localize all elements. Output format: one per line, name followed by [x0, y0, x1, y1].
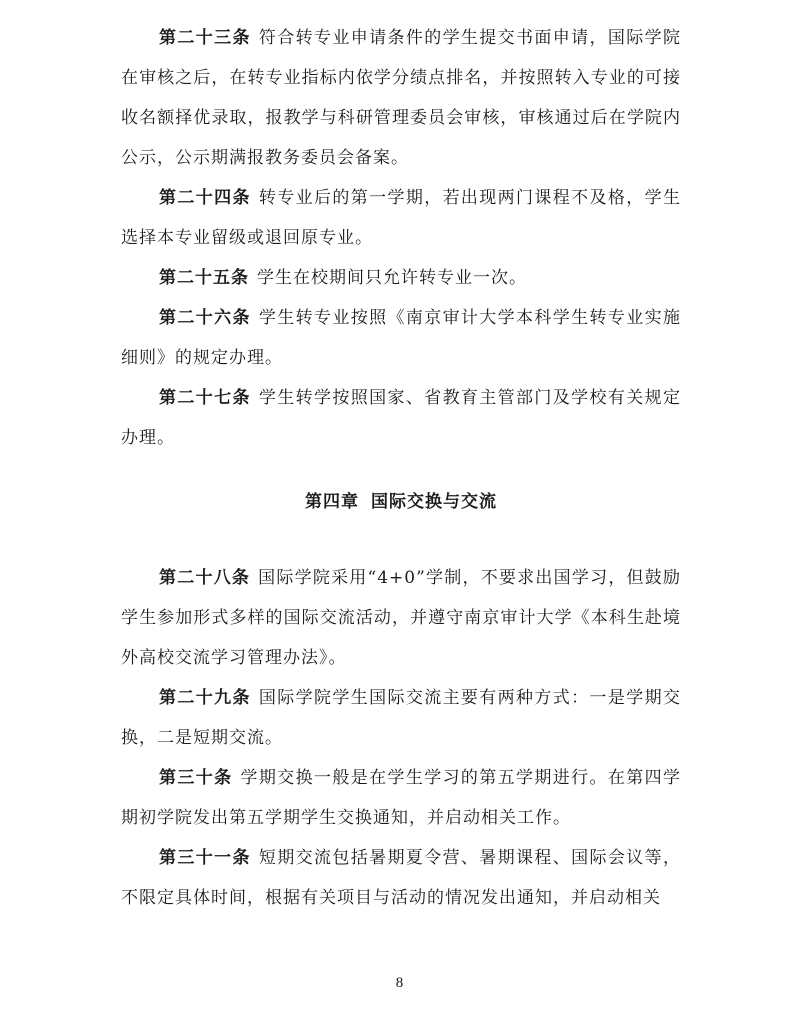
article-24: [121, 178, 681, 258]
page-number: 8: [395, 975, 404, 991]
article-number: 第二十七条: [159, 388, 251, 408]
article-text: 学期交换一般是在学生学习的第五学期进行。在第四学期初学院发出第五学期学生交换通知，并启动相关工作。: [121, 768, 682, 828]
article-number: 第二十四条: [159, 188, 251, 208]
article-text: 国际学院采用“4+0”学制，不要求出国学习，但鼓励学生参加形式多样的国际交流活动，并遵守南京审计大学《本科生赴境外高校交流学习管理办法》。: [121, 568, 682, 668]
article-number: 第二十九条: [159, 688, 251, 708]
chapter-title: 国际交换与交流: [371, 492, 497, 512]
article-text: 学生转专业按照《南京审计大学本科学生转专业实施细则》的规定办理。: [121, 308, 682, 368]
article-text: 转专业后的第一学期，若出现两门课程不及格，学生选择本专业留级或退回原专业。: [121, 188, 682, 248]
article-26: [121, 298, 681, 378]
chapter-number: 第四章: [305, 492, 359, 512]
article-number: 第二十五条: [159, 268, 249, 288]
article-number: 第二十六条: [159, 308, 251, 328]
article-number: 第三十条: [159, 768, 233, 788]
article-31: [121, 838, 681, 918]
article-23: [121, 18, 681, 178]
article-number: 第二十三条: [159, 28, 251, 48]
article-27: [121, 378, 681, 458]
article-text: 学生在校期间只允许转专业一次。: [257, 268, 527, 288]
chapter-heading: [121, 482, 681, 522]
article-30: [121, 758, 681, 838]
article-text: 短期交流包括暑期夏令营、暑期课程、国际会议等，不限定具体时间，根据有关项目与活动的情况发出通知，并启动相关: [121, 848, 682, 908]
article-number: 第二十八条: [159, 568, 251, 588]
article-28: [121, 558, 681, 678]
article-text: 学生转学按照国家、省教育主管部门及学校有关规定办理。: [121, 388, 682, 448]
article-25: [121, 258, 681, 298]
article-text: 符合转专业申请条件的学生提交书面申请，国际学院在审核之后，在转专业指标内依学分绩点排名，并按照转入专业的可接收名额择优录取，报教学与科研管理委员会审核，审核通过后在学院内公示，公示期满报教务委员会备案。: [121, 28, 682, 168]
article-29: [121, 678, 681, 758]
article-text: 国际学院学生国际交流主要有两种方式：一是学期交换，二是短期交流。: [121, 688, 682, 748]
article-number: 第三十一条: [159, 848, 251, 868]
document-body: [121, 18, 681, 918]
